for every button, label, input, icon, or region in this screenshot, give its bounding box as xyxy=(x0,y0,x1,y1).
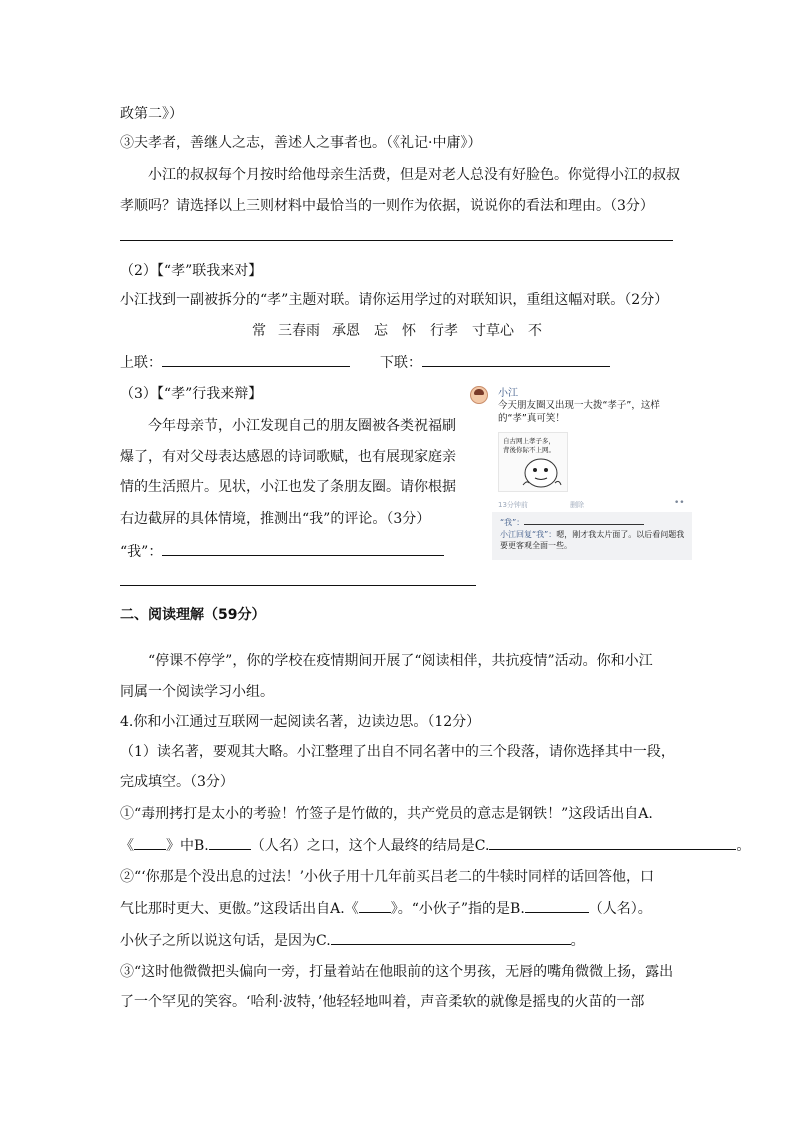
text-fragment: 。 xyxy=(570,933,585,949)
text-fragment: 》中B. xyxy=(166,838,209,854)
meme-image xyxy=(498,432,568,492)
more-options-icon[interactable]: •• xyxy=(674,498,685,508)
text-fragment: 。 xyxy=(736,838,751,854)
answer-line xyxy=(120,585,476,586)
avatar xyxy=(470,386,488,404)
delete-link[interactable]: 删除 xyxy=(570,501,584,509)
fill-blank-b[interactable] xyxy=(209,835,251,850)
upper-couplet-blank[interactable] xyxy=(162,352,350,367)
text-line: 完成填空。（3分） xyxy=(120,774,234,790)
answer-row xyxy=(120,541,444,562)
couplet-word: 忘 xyxy=(374,323,388,339)
lower-couplet-label: 下联： xyxy=(380,355,422,371)
upper-couplet-row xyxy=(120,352,350,373)
reply-row xyxy=(500,529,690,551)
fill-blank-a[interactable] xyxy=(134,835,166,850)
lower-couplet-row xyxy=(380,352,610,373)
fill-row xyxy=(120,898,652,919)
fill-blank-c[interactable] xyxy=(331,930,571,945)
post-author: 小江 xyxy=(498,388,518,399)
couplet-word: 常 xyxy=(252,323,266,339)
meme-line: 背後你际不上网。 xyxy=(503,446,555,454)
text-fragment: （人名）。 xyxy=(588,901,652,917)
couplet-word: 三春雨 xyxy=(278,323,320,339)
couplet-word: 寸草心 xyxy=(472,323,514,339)
text-line: “停课不停学”，你的学校在疫情期间开展了“阅读相伴，共抗疫情”活动。你和小江 xyxy=(148,653,653,669)
text-line: ②“‘你那是个没出息的过法！’小伙子用十几年前买吕老二的牛犊时同样的话回答他，口 xyxy=(120,869,655,885)
text-line: ③夫孝者，善继人之志，善述人之事者也。（《礼记·中庸》） xyxy=(120,135,482,151)
answer-line xyxy=(120,240,673,241)
comment-box xyxy=(492,512,692,560)
text-line: 小江的叔叔每个月按时给他母亲生活费，但是对老人总没有好脸色。你觉得小江的叔叔 xyxy=(148,167,680,183)
text-line: 同属一个阅读学习小组。 xyxy=(120,684,274,700)
subsection-heading: （3）【“孝”行我来辩】 xyxy=(120,386,263,402)
lower-couplet-blank[interactable] xyxy=(422,352,610,367)
answer-blank[interactable] xyxy=(162,541,444,556)
subsection-heading: （2）【“孝”联我来对】 xyxy=(120,263,263,279)
fill-row xyxy=(120,835,750,856)
reply-author: 小江回复“我”： xyxy=(500,530,557,539)
text-line: 情的生活照片。见状，小江也发了条朋友圈。请你根据 xyxy=(120,479,456,495)
text-line: 了一个罕见的笑容。‘哈利·波特，’他轻轻地叫着，声音柔软的就像是摇曳的火苗的一部 xyxy=(120,994,645,1010)
text-line: 今年母亲节，小江发现自己的朋友圈被各类祝福刷 xyxy=(148,418,456,434)
fill-row xyxy=(120,930,585,951)
comment-row xyxy=(500,516,644,528)
moments-screenshot xyxy=(470,380,692,565)
text-line: 爆了，有对父母表达感恩的诗词歌赋，也有展现家庭亲 xyxy=(120,449,456,465)
text-line: 右边截屏的具体情境，推测出“我”的评论。（3分） xyxy=(120,511,431,527)
post-text: 今天朋友圈又出现一大拨“孝子”，这样的“孝”真可笑！ xyxy=(498,400,660,424)
fill-blank-a[interactable] xyxy=(359,898,391,913)
couplet-word: 怀 xyxy=(402,323,416,339)
text-fragment: 气比那时更大、更傲。”这段话出自A.《 xyxy=(120,901,359,917)
fill-blank-c[interactable] xyxy=(489,835,736,850)
text-fragment: 》。“小伙子”指的是B. xyxy=(390,901,525,917)
answer-label: “我”： xyxy=(120,544,163,560)
meme-face-icon xyxy=(499,433,567,491)
text-line: 小江找到一副被拆分的“孝”主题对联。请你运用学过的对联知识，重组这幅对联。（2分） xyxy=(120,292,669,308)
text-line: ③“这时他微微把头偏向一旁，打量着站在他眼前的这个男孩，无唇的嘴角微微上扬，露出 xyxy=(120,964,674,980)
meme-line: 自古网上孝子多， xyxy=(503,437,555,445)
text-fragment: 《 xyxy=(120,838,134,854)
text-line: （1）读名著，要观其大略。小江整理了出自不同名著中的三个段落，请你选择其中一段， xyxy=(120,744,675,760)
question-heading: 4.你和小江通过互联网一起阅读名著，边读边思。（12分） xyxy=(120,714,481,730)
text-fragment: （人名）之口，这个人最终的结局是C. xyxy=(250,838,490,854)
comment-label: “我”： xyxy=(500,518,525,527)
section-heading: 二、阅读理解（59分） xyxy=(120,607,266,623)
text-line: ①“毒刑拷打是太小的考验！竹签子是竹做的，共产党员的意志是钢铁！”这段话出自A. xyxy=(120,806,653,822)
comment-blank[interactable] xyxy=(524,516,644,525)
post-time: 13分钟前 xyxy=(498,501,528,509)
couplet-word: 承恩 xyxy=(332,323,360,339)
couplet-word: 不 xyxy=(528,323,542,339)
couplet-word: 行孝 xyxy=(430,323,458,339)
text-line: 孝顺吗？请选择以上三则材料中最恰当的一则作为依据，说说你的看法和理由。（3分） xyxy=(120,198,654,214)
fill-blank-b[interactable] xyxy=(525,898,589,913)
text-line: 政第二》） xyxy=(120,106,183,122)
reply-text: 嗯，刚才我太片面了。以后看问题我要更客观全面一些。 xyxy=(500,530,685,550)
couplet-word-list xyxy=(252,320,542,340)
upper-couplet-label: 上联： xyxy=(120,355,162,371)
text-fragment: 小伙子之所以说这句话，是因为C. xyxy=(120,933,331,949)
